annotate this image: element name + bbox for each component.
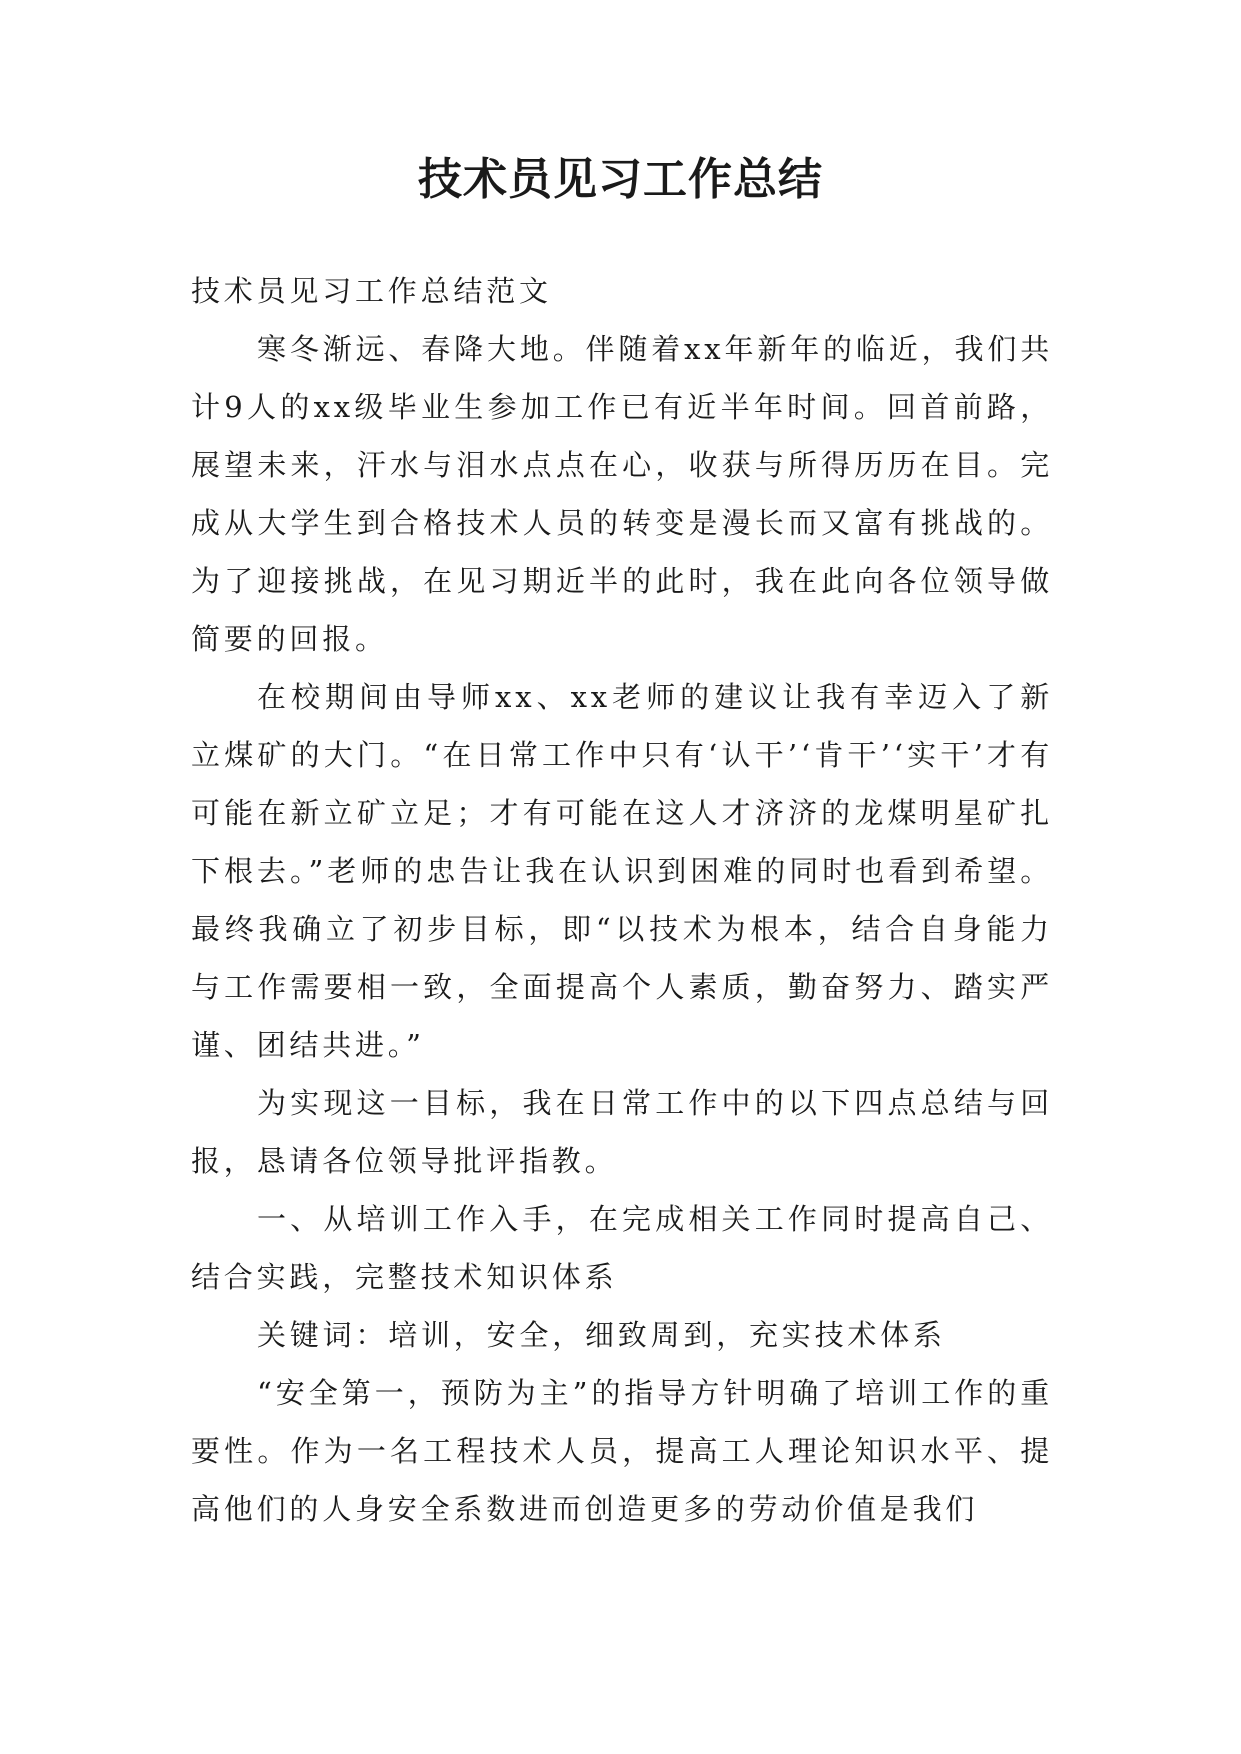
document-body xyxy=(191,262,1053,1538)
paragraph: 寒冬渐远、春降大地。伴随着xx年新年的临近，我们共计9人的xx级毕业生参加工作已有近半年时间。回首前路，展望未来，汗水与泪水点点在心，收获与所得历历在目。完成从大学生到合格技术人员的转变是漫长而又富有挑战的。为了迎接挑战，在见习期近半的此时，我在此向各位领导做简要的回报。 xyxy=(191,332,1053,656)
paragraph-subtitle: 技术员见习工作总结范文 xyxy=(191,274,552,308)
paragraph: “安全第一，预防为主”的指导方针明确了培训工作的重要性。作为一名工程技术人员，提高工人理论知识水平、提高他们的人身安全系数进而创造更多的劳动价值是我们 xyxy=(191,1376,1053,1526)
section-heading: 一、从培训工作入手，在完成相关工作同时提高自己、结合实践，完整技术知识体系 xyxy=(191,1202,1053,1294)
keywords-line: 关键词：培训，安全，细致周到，充实技术体系 xyxy=(257,1318,946,1352)
paragraph: 为实现这一目标，我在日常工作中的以下四点总结与回报，恳请各位领导批评指教。 xyxy=(191,1086,1053,1178)
paragraph: 在校期间由导师xx、xx老师的建议让我有幸迈入了新立煤矿的大门。“在日常工作中只有‘认干’‘肯干’‘实干’才有可能在新立矿立足；才有可能在这人才济济的龙煤明星矿扎下根去。”老师的忠告让我在认识到困难的同时也看到希望。最终我确立了初步目标，即“以技术为根本，结合自身能力与工作需要相一致，全面提高个人素质，勤奋努力、踏实严谨、团结共进。” xyxy=(191,680,1053,1062)
document-title: 技术员见习工作总结 xyxy=(418,154,823,205)
